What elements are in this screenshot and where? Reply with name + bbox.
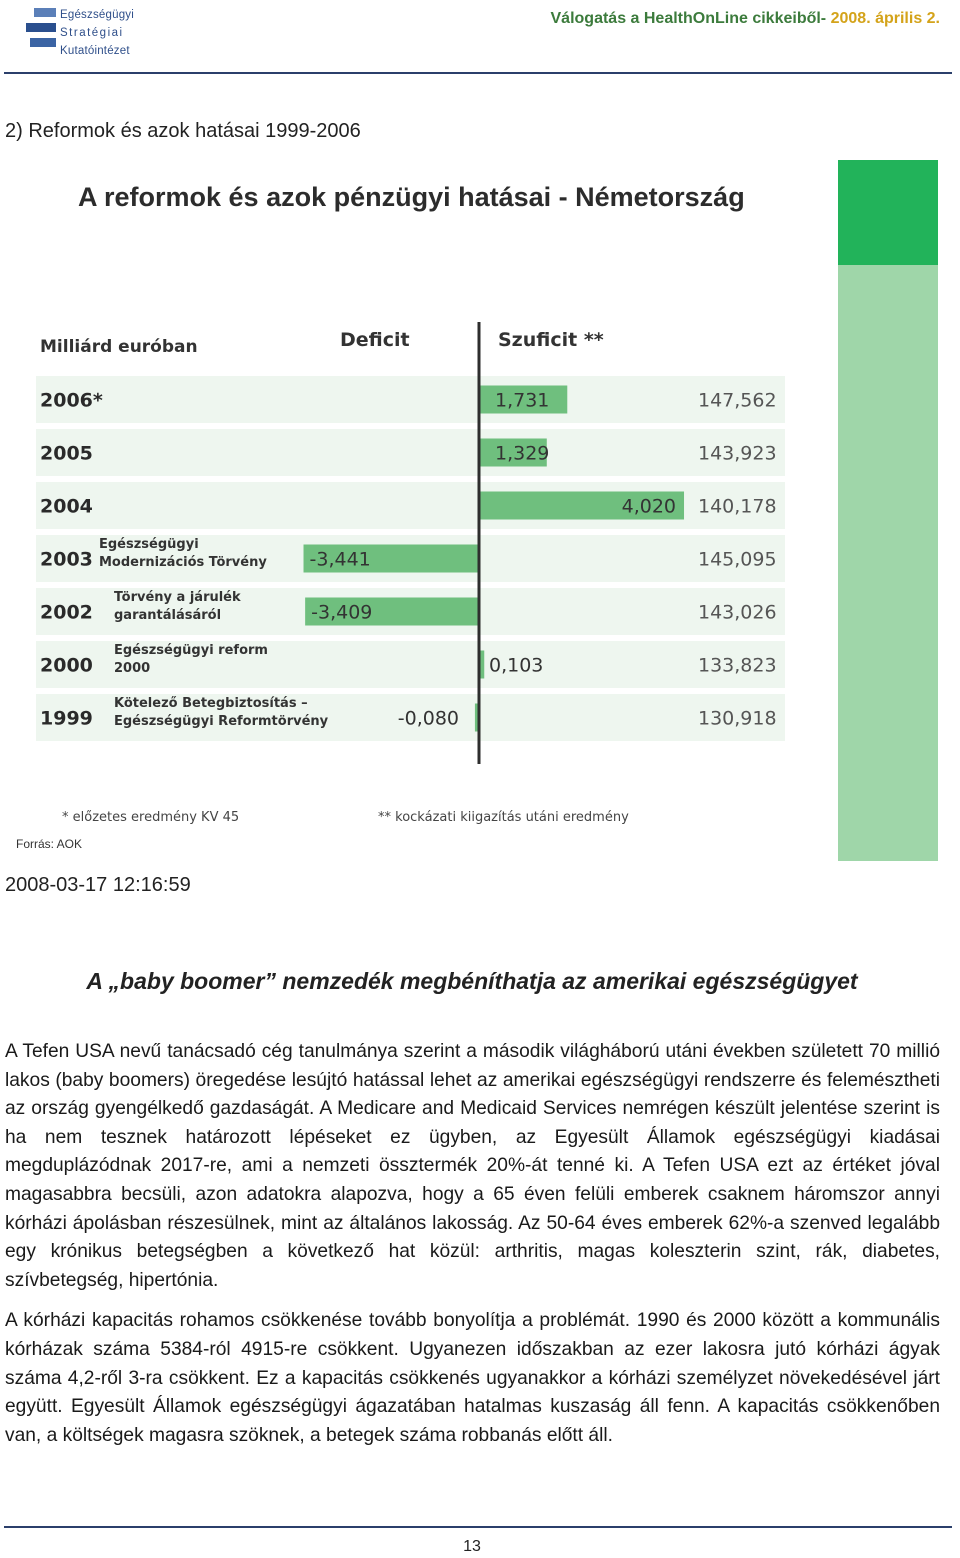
total-label: 147,562	[698, 389, 777, 412]
data-label: 0,103	[489, 654, 544, 677]
category-label: 2000	[40, 654, 93, 677]
reform-annotation: Egészségügyi Reformtörvény	[114, 714, 329, 729]
footnote-right: ** kockázati kiigazítás utáni eredmény	[378, 810, 629, 825]
chart-source: Forrás: AOK	[16, 837, 83, 851]
total-label: 133,823	[698, 654, 777, 677]
total-label: 145,095	[698, 548, 777, 571]
surplus-label: Szuficit **	[498, 329, 604, 351]
total-label: 130,918	[698, 707, 777, 730]
article-body	[5, 1038, 940, 1462]
reform-annotation: Kötelező Betegbiztosítás –	[114, 696, 308, 711]
logo-line: Kutatóintézet	[60, 45, 130, 57]
chart-figure	[0, 160, 960, 860]
data-label: 1,731	[495, 389, 550, 412]
article-title: A „baby boomer” nemzedék megbéníthatja az amerikai egészségügyet	[86, 968, 858, 994]
institute-logo	[26, 6, 146, 62]
article-paragraph: A kórházi kapacitás rohamos csökkenése tovább bonyolítja a problémát. 1990 és 2000 között a kommunális kórházak száma 5384-ról 4915-re csökkent. Ugyanezen időszakban az ezer lakosra jutó kórházi ágyak száma 4,2-ről 3-ra csökkent. Ez a kapacitás csökkenés ugyanakkor a kórházi személyzet növekedésével járt együtt. Egyesült Államok egészségügyi ágazatában hatalmas kuszaság áll fenn. A kapacitás csökkenőben van, a költségek magasra szöknek, a betegek száma robbanás előtt áll.	[5, 1310, 940, 1446]
footer-divider	[4, 1526, 952, 1528]
publication-date: 2008. április 2.	[830, 10, 940, 27]
article-timestamp: 2008-03-17 12:16:59	[5, 874, 191, 896]
reform-annotation: 2000	[114, 661, 151, 676]
total-label: 143,026	[698, 601, 777, 624]
category-label: 2004	[40, 495, 93, 518]
page-header	[0, 0, 960, 76]
reform-annotation: Törvény a járulék	[114, 590, 241, 605]
publication-header	[551, 10, 941, 28]
reform-annotation: Modernizációs Törvény	[99, 555, 267, 570]
article-paragraph: A Tefen USA nevű tanácsadó cég tanulmánya szerint a második világháború utáni években született 70 millió lakos (baby boomers) öregedése lesújtó hatással lehet az amerikai egészségügyi rendszerre és felemésztheti az ország gyengélkedő gazdaságát. A Medicare and Medicaid Services nemrégen készült jelentése szerint is ha nem tesznek határozott lépéseket ez ügyben, az Egyesült Államok egészségügyi kiadásai megduplázódnak 2017-re, ami a nemzeti össztermék 20%-át tenné ki. A Tefen USA ezt az értéket jóval magasabbra becsüli, azon adatokra alapozva, hogy a 65 éven felüli emberek csaknem háromszor annyi kórházi ápolásban részesülnek, mint az általános lakosság. Az 50-64 éves emberek 62%-a szenved legalább egy krónikus betegségben a következő hat közül: arthritis, magas koleszterin szint, rák, diabetes, szívbetegség, hipertónia.	[5, 1041, 940, 1291]
section-title: 2) Reformok és azok hatásai 1999-2006	[5, 120, 361, 142]
logo-line: Egészségügyi	[60, 9, 134, 21]
page-number: 13	[463, 1538, 481, 1555]
reform-annotation: garantálásáról	[114, 608, 222, 623]
data-label: -3,409	[311, 601, 373, 624]
logo-mark-icon	[26, 8, 56, 60]
reform-annotation: Egészségügyi reform	[114, 643, 268, 658]
total-label: 140,178	[698, 495, 777, 518]
data-label: -0,080	[397, 707, 459, 730]
data-label: 1,329	[495, 442, 550, 465]
category-label: 1999	[40, 707, 93, 730]
deficit-label: Deficit	[340, 329, 410, 351]
row-band	[36, 429, 785, 476]
total-label: 143,923	[698, 442, 777, 465]
category-label: 2005	[40, 442, 93, 465]
reform-finance-chart	[0, 160, 838, 860]
chart-title: A reformok és azok pénzügyi hatásai - Németország	[78, 182, 745, 212]
row-band	[36, 376, 785, 423]
category-label: 2002	[40, 601, 93, 624]
data-label: 4,020	[621, 495, 677, 518]
reform-annotation: Egészségügyi	[99, 537, 199, 552]
decorative-strip-light	[838, 265, 938, 861]
category-label: 2003	[40, 548, 93, 571]
publication-name: Válogatás a HealthOnLine cikkeiből-	[550, 10, 827, 27]
footnote-left: * előzetes eredmény KV 45	[62, 810, 240, 825]
decorative-strip-dark	[838, 160, 938, 265]
header-divider	[4, 72, 952, 74]
category-label: 2006*	[40, 389, 103, 412]
unit-label: Milliárd euróban	[40, 337, 198, 357]
logo-line: Stratégiai	[60, 27, 124, 39]
logo-text	[60, 6, 134, 60]
data-label: -3,441	[309, 548, 371, 571]
